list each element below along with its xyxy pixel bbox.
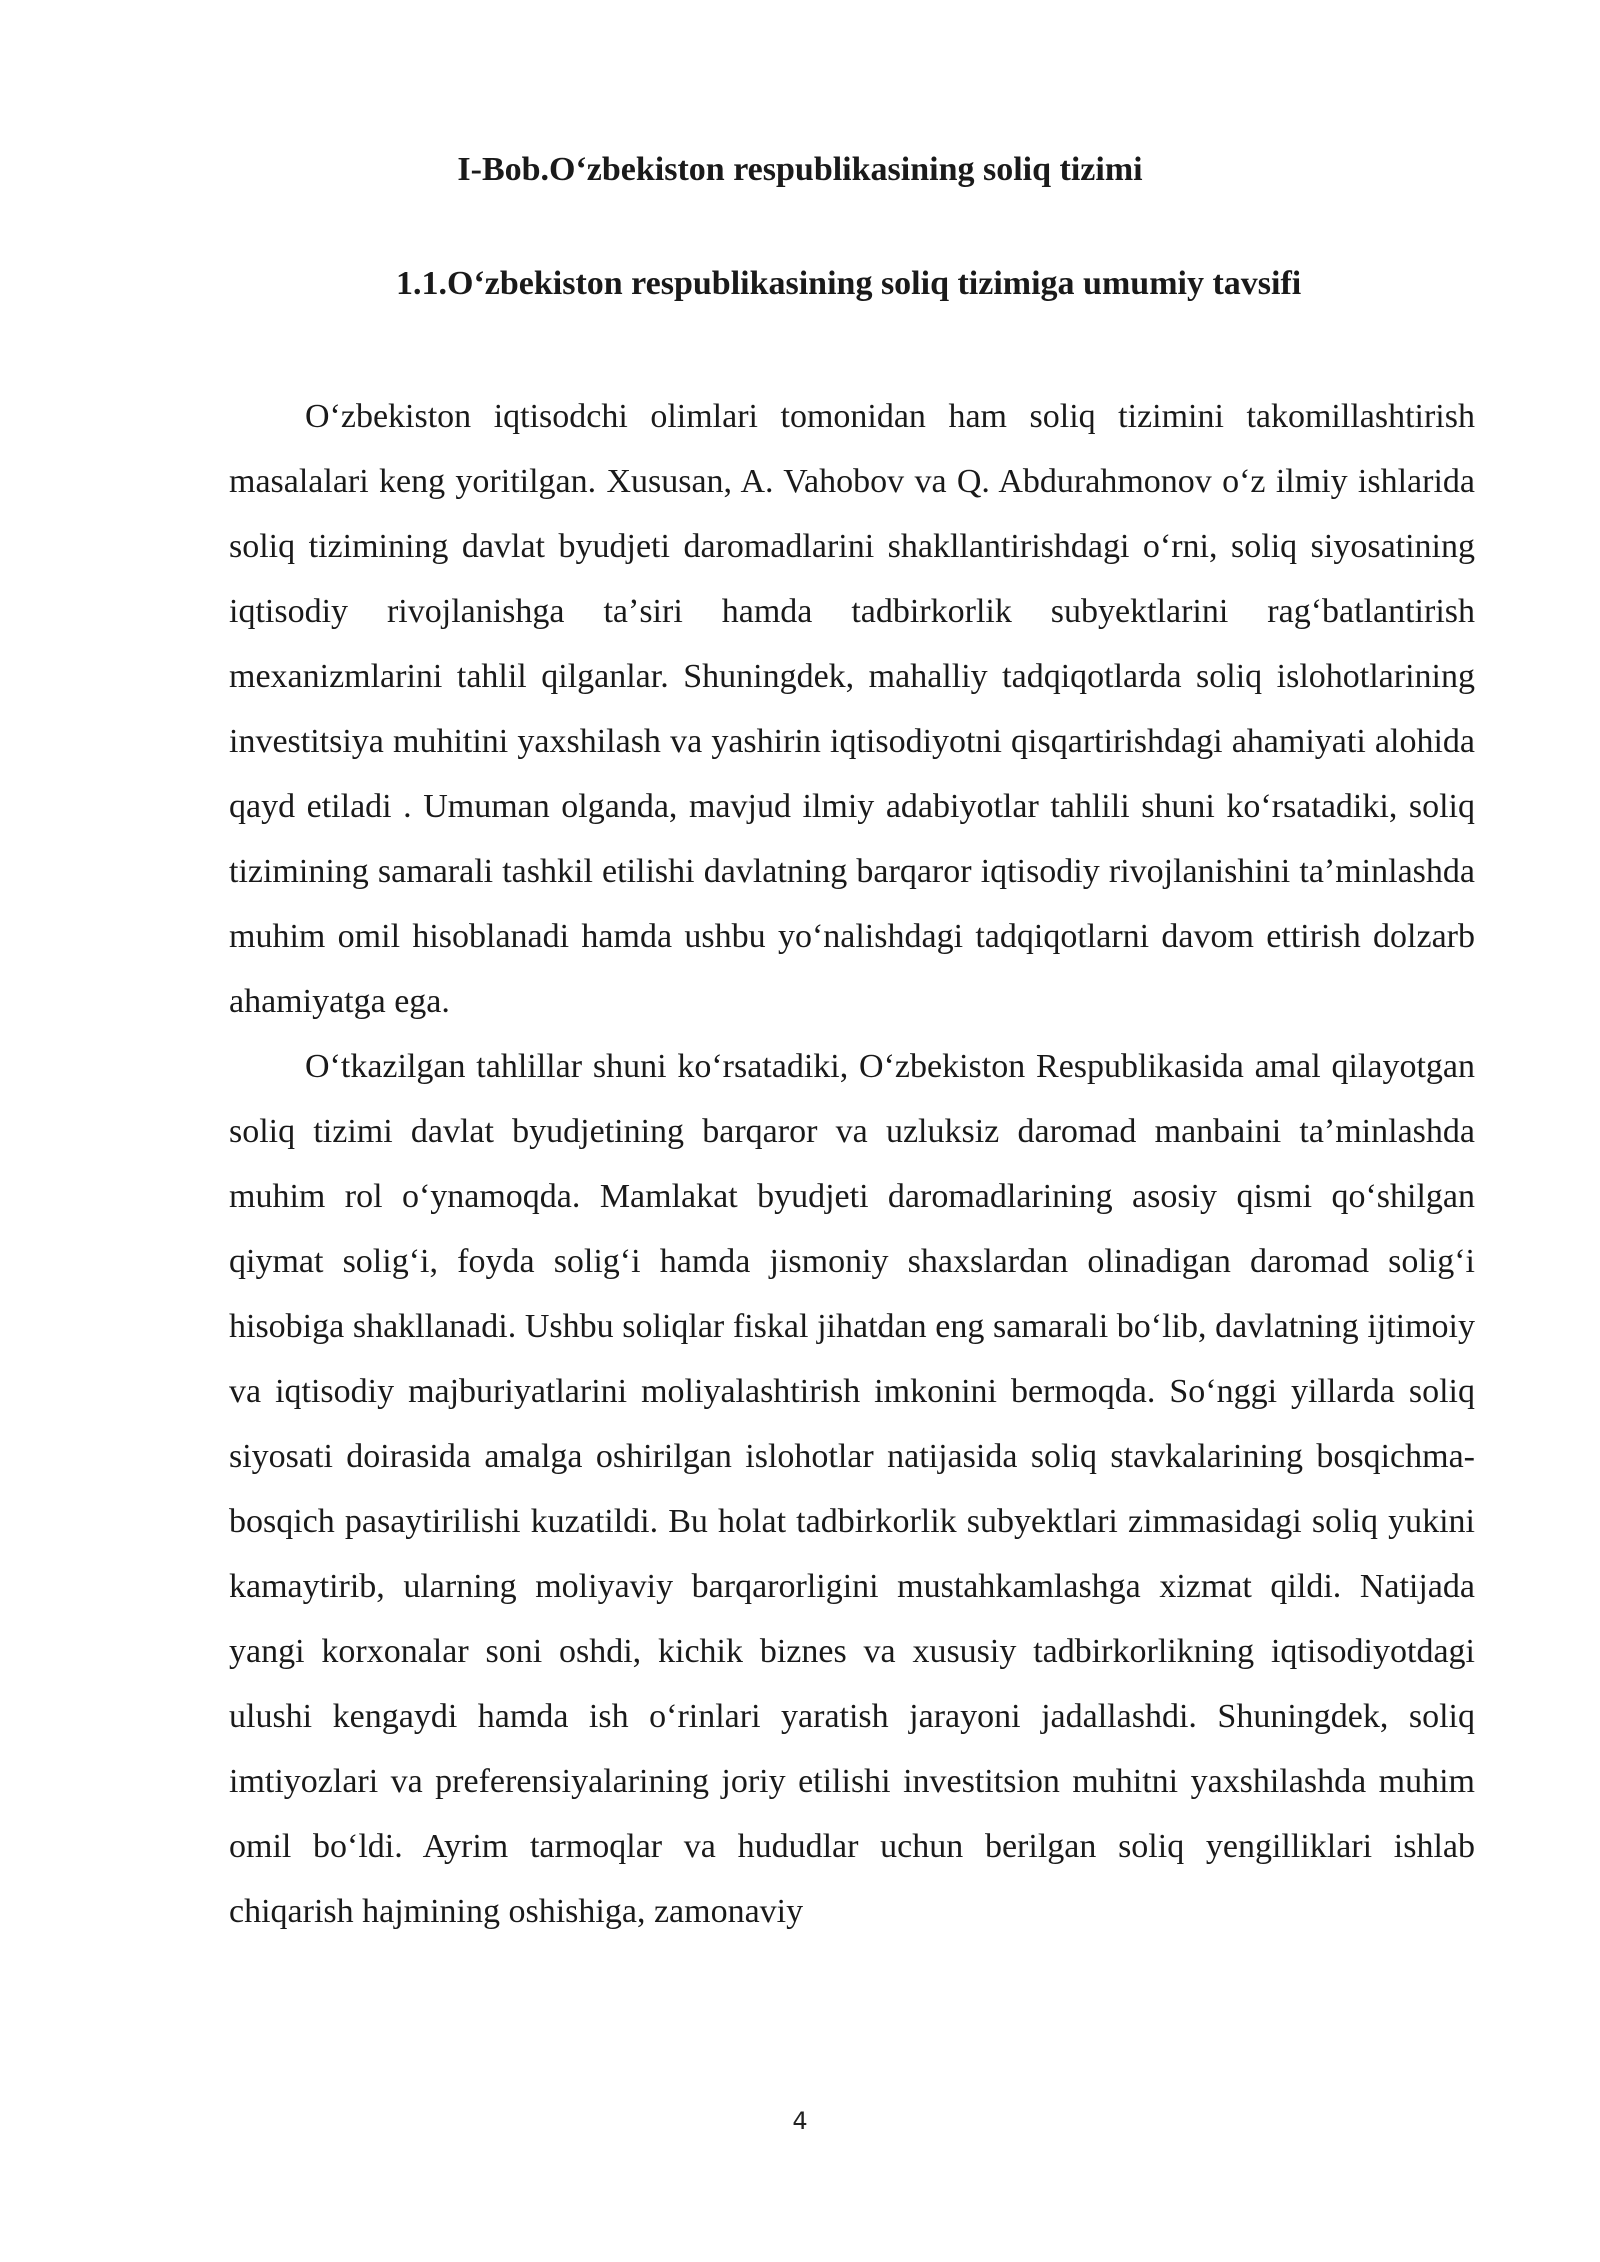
paragraph-2: Oʻtkazilgan tahlillar shuni koʻrsatadiki, Oʻzbekiston Respublikasida amal qilayotgan soliq tizimi davlat byudjetining barqaror va uzluksiz daromad manbaini taʼminlashda muhim rol oʻynamoqda. Mamlakat byudjeti daromadlarining asosiy qismi qoʻshilgan qiymat soligʻi, foyda soligʻi hamda jismoniy shaxslardan olinadigan daromad soligʻi hisobiga shakllanadi. Ushbu soliqlar fiskal jihatdan eng samarali boʻlib, davlatning ijtimoiy va iqtisodiy majburiyatlarini moliyalashtirish imkonini bermoqda. Soʻnggi yillarda soliq siyosati doirasida amalga oshirilgan islohotlar natijasida soliq stavkalarining bosqichma-bosqich pasaytirilishi kuzatildi. Bu holat tadbirkorlik subyektlari zimmasidagi soliq yukini kamaytirib, ularning moliyaviy barqarorligini mustahkamlashga xizmat qildi. Natijada yangi korxonalar soni oshdi, kichik biznes va xususiy tadbirkorlikning iqtisodiyotdagi ulushi kengaydi hamda ish oʻrinlari yaratish jarayoni jadallashdi. Shuningdek, soliq imtiyozlari va preferensiyalarining joriy etilishi investitsion muhitni yaxshilashda muhim omil boʻldi. Ayrim tarmoqlar va hududlar uchun berilgan soliq yengilliklari ishlab chiqarish hajmining oshishiga, zamonaviy [229,1048,1475,1930]
section-title: 1.1.Oʻzbekiston respublikasining soliq tizimiga umumiy tavsifi [396,265,1302,302]
chapter-title: I-Bob.Oʻzbekiston respublikasining soliq tizimi [457,151,1143,188]
document-body [229,384,1475,1944]
page-number: 4 [792,2107,808,2135]
paragraph-1: Oʻzbekiston iqtisodchi olimlari tomonidan ham soliq tizimini takomillashtirish masalalari keng yoritilgan. Xususan, A. Vahobov va Q. Abdurahmonov oʻz ilmiy ishlarida soliq tizimining davlat byudjeti daromadlarini shakllantirishdagi oʻrni, soliq siyosatining iqtisodiy rivojlanishga taʼsiri hamda tadbirkorlik subyektlarini ragʻbatlantirish mexanizmlarini tahlil qilganlar. Shuningdek, mahalliy tadqiqotlarda soliq islohotlarining investitsiya muhitini yaxshilash va yashirin iqtisodiyotni qisqartirishdagi ahamiyati alohida qayd etiladi . Umuman olganda, mavjud ilmiy adabiyotlar tahlili shuni koʻrsatadiki, soliq tizimining samarali tashkil etilishi davlatning barqaror iqtisodiy rivojlanishini taʼminlashda muhim omil hisoblanadi hamda ushbu yoʻnalishdagi tadqiqotlarni davom ettirish dolzarb ahamiyatga ega. [229,398,1475,1020]
